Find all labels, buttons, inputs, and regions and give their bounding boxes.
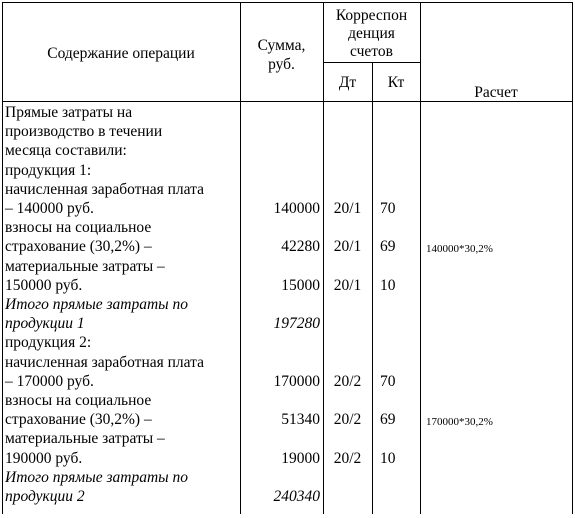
row-debit: 20/1 xyxy=(333,200,362,217)
row-sum: 42280 xyxy=(281,238,320,256)
row-debit: 20/2 xyxy=(333,411,362,429)
row-text: – 140000 руб. xyxy=(5,200,94,217)
row-debit: 20/1 xyxy=(333,276,362,294)
row-text: продукция 1: xyxy=(5,161,92,179)
row-credit: 10 xyxy=(380,276,396,294)
header-sum-line1: Сумма, xyxy=(257,37,306,54)
row-debit: 20/2 xyxy=(333,372,362,390)
header-corr-line2: денция xyxy=(348,25,395,42)
row-text: месяца составили: xyxy=(5,142,127,160)
row-sum: 197280 xyxy=(273,315,320,333)
row-text: 190000 руб. xyxy=(5,449,83,467)
table-left-border xyxy=(2,2,3,514)
row-calc: 170000*30,2% xyxy=(426,416,493,429)
header-debit: Дт xyxy=(338,74,357,91)
row-text: начисленная заработная плата xyxy=(5,353,204,371)
row-text: материальные затраты – xyxy=(5,430,165,448)
header-sum-line2: руб. xyxy=(268,56,295,73)
row-text: продукция 2: xyxy=(5,334,92,352)
row-credit: 70 xyxy=(380,200,396,217)
row-text: Итого прямые затраты по xyxy=(5,296,189,313)
header-corr-line3: счетов xyxy=(350,43,393,60)
row-credit: 70 xyxy=(380,372,396,390)
row-sum: 19000 xyxy=(281,449,320,467)
row-sum: 170000 xyxy=(273,372,320,390)
row-credit: 69 xyxy=(380,411,396,429)
row-debit: 20/2 xyxy=(333,449,362,467)
column-divider-sum xyxy=(240,2,241,514)
row-text: страхование (30,2%) – xyxy=(5,238,152,256)
header-credit: Кт xyxy=(387,74,405,91)
row-credit: 69 xyxy=(380,238,396,256)
row-sum: 240340 xyxy=(273,488,320,505)
row-text: страхование (30,2%) – xyxy=(5,411,152,429)
row-sum: 140000 xyxy=(273,200,320,217)
header-corr-line1: Корреспон xyxy=(335,7,408,24)
column-divider-calc xyxy=(420,2,421,514)
row-sum: 15000 xyxy=(281,276,320,294)
header-calc: Расчет xyxy=(474,84,518,101)
row-text: производство в течении xyxy=(5,123,163,141)
row-text: 150000 руб. xyxy=(5,276,83,294)
column-divider-kt xyxy=(372,62,373,514)
table-top-border xyxy=(2,2,572,3)
row-text: материальные затраты – xyxy=(5,257,165,275)
row-text: продукции 1 xyxy=(5,315,85,333)
row-text: – 170000 руб. xyxy=(5,372,94,390)
row-text: взносы на социальное xyxy=(5,392,152,409)
table-right-border xyxy=(572,2,573,514)
row-text: продукции 2 xyxy=(5,488,85,505)
row-text: взносы на социальное xyxy=(5,219,152,237)
header-operation: Содержание операции xyxy=(47,45,195,62)
row-debit: 20/1 xyxy=(333,238,362,256)
row-text: Прямые затраты на xyxy=(5,104,133,121)
row-text: Итого прямые затраты по xyxy=(5,468,189,486)
row-credit: 10 xyxy=(380,449,396,467)
row-text: начисленная заработная плата xyxy=(5,180,204,198)
row-sum: 51340 xyxy=(281,411,320,429)
row-calc: 140000*30,2% xyxy=(426,243,493,256)
